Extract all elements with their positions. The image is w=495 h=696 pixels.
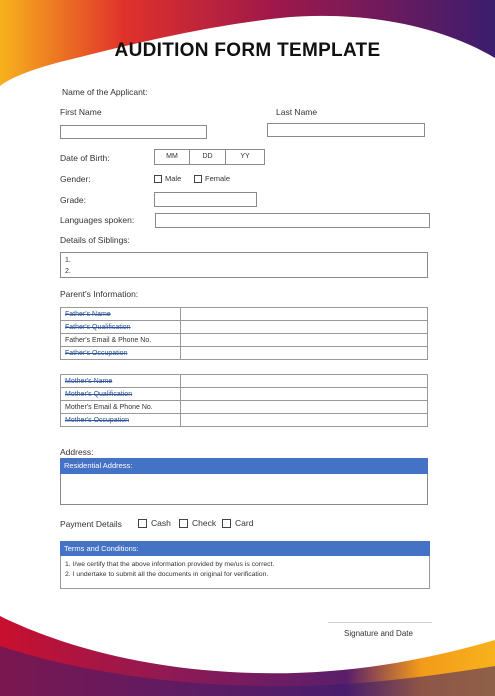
sibling-line: 1. <box>65 257 71 264</box>
table-row <box>61 388 428 401</box>
first-name-field[interactable] <box>60 125 207 139</box>
last-name-field[interactable] <box>267 123 425 137</box>
mother-info-table <box>60 374 428 427</box>
payment-cash-option[interactable] <box>138 518 171 528</box>
mother-contact-label: Mother's Email & Phone No. <box>65 403 153 411</box>
card-checkbox[interactable] <box>222 519 231 528</box>
parents-label: Parent's Information: <box>60 289 139 299</box>
table-row <box>61 321 428 334</box>
payment-check-option[interactable] <box>179 518 216 528</box>
terms-body <box>60 556 430 589</box>
applicant-section-label: Name of the Applicant: <box>62 87 148 97</box>
gender-male-option[interactable] <box>154 174 181 183</box>
check-label: Check <box>192 518 217 528</box>
residential-address-field[interactable] <box>60 474 428 505</box>
terms-item: 2. I undertake to submit all the documents in original for verification. <box>65 571 269 578</box>
father-qualification-field[interactable] <box>181 321 428 334</box>
payment-label: Payment Details <box>60 519 122 529</box>
mother-occupation-field[interactable] <box>181 414 428 427</box>
signature-line[interactable] <box>328 622 432 623</box>
father-name-field[interactable] <box>181 308 428 321</box>
languages-field[interactable] <box>155 213 430 228</box>
dob-year-field[interactable]: YY <box>225 149 265 165</box>
signature-label: Signature and Date <box>344 629 413 638</box>
gender-label: Gender: <box>60 174 91 184</box>
mother-qualification-field[interactable] <box>181 388 428 401</box>
mother-name-field[interactable] <box>181 375 428 388</box>
payment-card-option[interactable] <box>222 518 253 528</box>
siblings-label: Details of Siblings: <box>60 235 130 245</box>
table-row <box>61 334 428 347</box>
bottom-wave-decoration <box>0 596 495 696</box>
first-name-label: First Name <box>60 107 102 117</box>
dob-label: Date of Birth: <box>60 153 110 163</box>
father-qualification-label: Father's Qualification <box>65 323 131 331</box>
grade-field[interactable] <box>154 192 257 207</box>
card-label: Card <box>235 518 254 528</box>
female-label: Female <box>205 174 231 183</box>
father-contact-label: Father's Email & Phone No. <box>65 336 152 344</box>
father-occupation-label: Father's Occupation <box>65 349 128 357</box>
gender-female-option[interactable] <box>194 174 230 183</box>
terms-item: 1. I/we certify that the above information provided by me/us is correct. <box>65 561 275 568</box>
father-occupation-field[interactable] <box>181 347 428 360</box>
father-name-label: Father's Name <box>65 310 111 318</box>
siblings-field[interactable] <box>60 252 428 278</box>
mother-qualification-label: Mother's Qualification <box>65 390 133 398</box>
dob-month-field[interactable]: MM <box>154 149 190 165</box>
mother-contact-field[interactable] <box>181 401 428 414</box>
cash-label: Cash <box>151 518 171 528</box>
male-checkbox[interactable] <box>154 175 162 183</box>
address-label: Address: <box>60 447 94 457</box>
languages-label: Languages spoken: <box>60 215 135 225</box>
terms-header: Terms and Conditions: <box>60 541 430 556</box>
last-name-label: Last Name <box>276 107 318 117</box>
mother-name-label: Mother's Name <box>65 377 113 385</box>
table-row <box>61 401 428 414</box>
residential-address-header: Residential Address: <box>60 458 428 474</box>
male-label: Male <box>165 174 182 183</box>
father-contact-field[interactable] <box>181 334 428 347</box>
father-info-table <box>60 307 428 360</box>
dob-day-field[interactable]: DD <box>189 149 226 165</box>
check-checkbox[interactable] <box>179 519 188 528</box>
grade-label: Grade: <box>60 195 86 205</box>
table-row <box>61 414 428 427</box>
page-title: AUDITION FORM TEMPLATE <box>114 40 381 61</box>
table-row <box>61 347 428 360</box>
female-checkbox[interactable] <box>194 175 202 183</box>
mother-occupation-label: Mother's Occupation <box>65 416 129 424</box>
cash-checkbox[interactable] <box>138 519 147 528</box>
table-row <box>61 308 428 321</box>
sibling-line: 2. <box>65 268 71 275</box>
table-row <box>61 375 428 388</box>
